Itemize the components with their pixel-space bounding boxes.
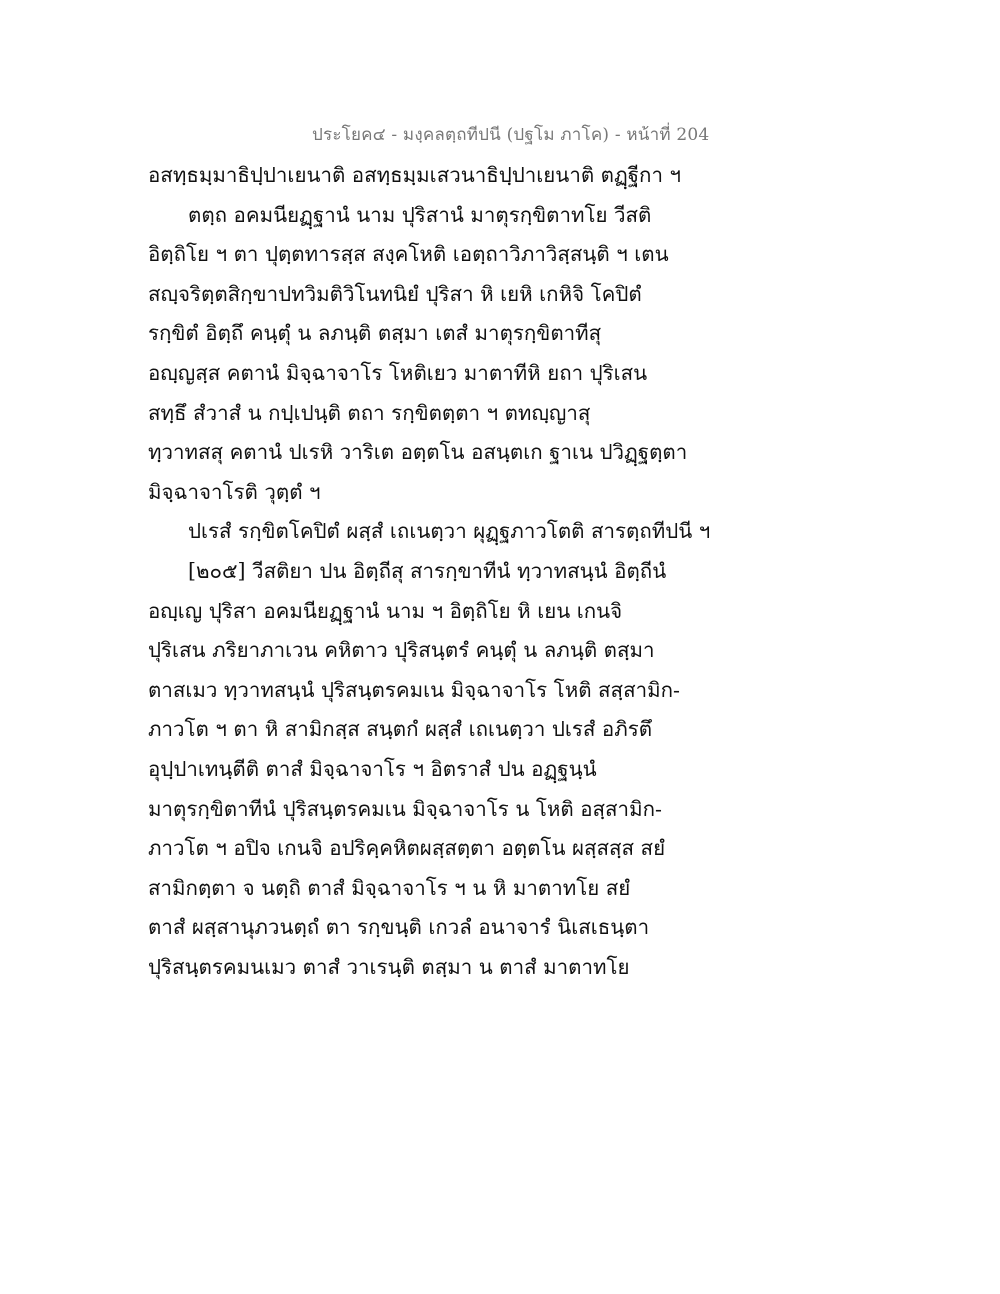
text-line: ตตฺถ อคมนียฏฺฐานํ นาม ปุริสานํ มาตุรกฺขิตาทโย วีสติ: [188, 202, 652, 227]
text-line: สทฺธึ สํวาสํ น กปฺเปนฺติ ตถา รกฺขิตตฺตา ฯ ตทญฺญาสุ: [148, 400, 591, 425]
text-line: มาตุรกฺขิตาทีนํ ปุริสนฺตรคมเน มิจฺฉาจาโร น โหติ อสฺสามิก-: [148, 796, 662, 821]
text-line: สามิกตฺตา จ นตฺถิ ตาสํ มิจฺฉาจาโร ฯ น หิ มาตาทโย สยํ: [148, 875, 631, 900]
text-line: [๒๐๕] วีสติยา ปน อิตฺถีสุ สารกฺขาทีนํ ทฺวาทสนฺนํ อิตฺถีนํ: [188, 558, 667, 583]
text-line: มิจฺฉาจาโรติ วุตฺตํ ฯ: [148, 479, 321, 504]
text-line: รกฺขิตํ อิตฺถึ คนฺตุํ น ลภนฺติ ตสฺมา เตสํ มาตุรกฺขิตาทีสุ: [148, 321, 602, 346]
text-line: ภาวโต ฯ อปิจ เกนจิ อปริคฺคหิตผสฺสตฺตา อตฺตโน ผสฺสสฺส สยํ: [148, 836, 666, 861]
text-line: อิตฺถิโย ฯ ตา ปุตฺตทารสฺส สงฺคโหติ เอตฺถาวิภาวิสฺสนฺติ ฯ เตน: [148, 242, 669, 267]
text-line: อสทฺธมฺมาธิปฺปาเยนาติ อสทฺธมฺมเสวนาธิปฺปาเยนาติ ตฏฺฐีกา ฯ: [148, 163, 681, 187]
text-line: อญฺเญ ปุริสา อคมนียฏฺฐานํ นาม ฯ อิตฺถิโย หิ เยน เกนจิ: [148, 598, 623, 623]
page-header: ประโยค๔ - มงฺคลตฺถทีปนี (ปฐโม ภาโค) - หน้าที่ 204: [312, 125, 710, 145]
text-line: ทฺวาทสสุ คตานํ ปเรหิ วาริเต อตฺตโน อสนฺตเก ฐาเน ปวิฏฺฐตฺตา: [148, 440, 688, 465]
text-line: ภาวโต ฯ ตา หิ สามิกสฺส สนฺตกํ ผสฺสํ เถเนตฺวา ปเรสํ อภิรตึ: [148, 717, 653, 742]
text-line: อุปฺปาเทนฺตีติ ตาสํ มิจฺฉาจาโร ฯ อิตราสํ ปน อฏฺฐนฺนํ: [148, 756, 597, 781]
text-line: ปเรสํ รกฺขิตโคปิตํ ผสฺสํ เถเนตฺวา ผุฏฺฐภาวโตติ สารตฺถทีปนี ฯ: [188, 519, 711, 544]
text-line: อญฺญสฺส คตานํ มิจฺฉาจาโร โหติเยว มาตาทีหิ ยถา ปุริเสน: [148, 360, 648, 385]
text-line: ตาสํ ผสฺสานุภวนตฺถํ ตา รกฺขนฺติ เกวลํ อนาจารํ นิเสเธนฺตา: [148, 915, 650, 940]
text-line: ปุริเสน ภริยาภาเวน คหิตาว ปุริสนฺตรํ คนฺตุํ น ลภนฺติ ตสฺมา: [148, 638, 655, 663]
text-line: ตาสเมว ทฺวาทสนฺนํ ปุริสนฺตรคมเน มิจฺฉาจาโร โหติ สสฺสามิก-: [148, 677, 680, 702]
document-body: [148, 156, 711, 987]
text-line: ปุริสนฺตรคมนเมว ตาสํ วาเรนฺติ ตสฺมา น ตาสํ มาตาทโย: [148, 954, 630, 979]
text-line: สญฺจริตฺตสิกฺขาปทวิมติวิโนทนิยํ ปุริสา หิ เยหิ เกหิจิ โคปิตํ: [148, 281, 642, 306]
